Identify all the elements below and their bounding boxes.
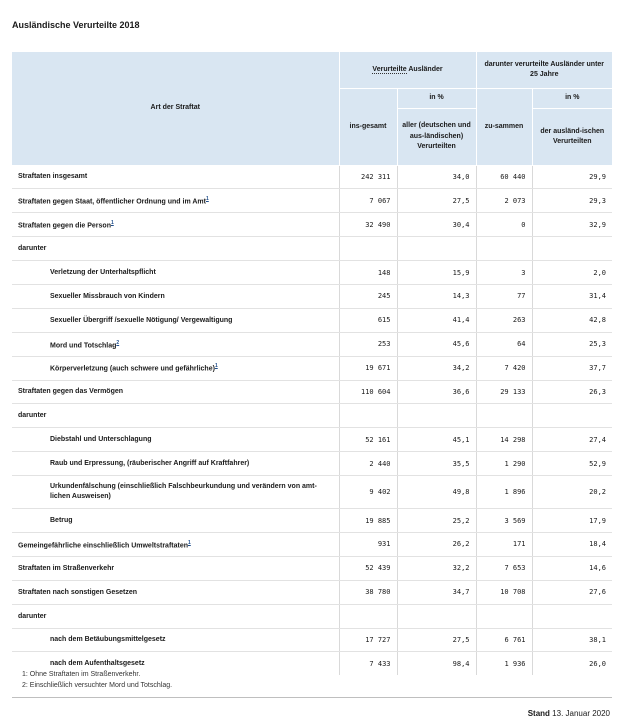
cell-v4: 29,9: [532, 165, 612, 189]
row-label: [12, 628, 339, 652]
row-label-text: Straftaten im Straßenverkehr: [18, 564, 115, 572]
row-label-text: Straftaten nach sonstigen Gesetzen: [18, 588, 138, 596]
row-label: [12, 284, 339, 308]
row-label: [12, 452, 339, 476]
cell-v2: 49,8: [397, 476, 476, 509]
row-label-text: Diebstahl und Unterschlagung: [50, 436, 152, 444]
cell-v3: 171: [476, 532, 532, 556]
cell-v4: 27,6: [532, 580, 612, 604]
cell-v4: 18,4: [532, 532, 612, 556]
footnote-ref-link[interactable]: 1: [214, 363, 218, 370]
row-label: [12, 380, 339, 404]
cell-v4: [532, 404, 612, 428]
stand-info: [528, 709, 610, 718]
footnote-ref-link[interactable]: 2: [116, 339, 120, 346]
row-label: [12, 332, 339, 356]
col-header-in-prozent-2: in %: [532, 89, 612, 109]
row-label: [12, 356, 339, 380]
cell-v1: 7 067: [339, 189, 397, 213]
cell-v2: 45,1: [397, 428, 476, 452]
cell-v3: 0: [476, 213, 532, 237]
table-row: [12, 308, 612, 332]
cell-v2: 36,6: [397, 380, 476, 404]
cell-v1: 32 490: [339, 213, 397, 237]
row-label-text: Sexueller Übergriff /sexuelle Nötigung/ Vergewaltigung: [50, 316, 233, 324]
cell-v1: 253: [339, 332, 397, 356]
cell-v2: 32,2: [397, 556, 476, 580]
table-row: [12, 556, 612, 580]
row-label: [12, 213, 339, 237]
row-label-text: Straftaten gegen Staat, öffentlicher Ordnung und im Amt: [18, 198, 206, 206]
row-label-text: darunter: [18, 612, 47, 620]
verurteilte-link[interactable]: Verurteilte: [372, 65, 407, 73]
cell-v1: 19 885: [339, 509, 397, 533]
cell-v1: 931: [339, 532, 397, 556]
cell-v3: 3: [476, 261, 532, 285]
cell-v2: [397, 237, 476, 261]
table-row: [12, 356, 612, 380]
row-label-text: Sexueller Missbrauch von Kindern: [50, 292, 165, 300]
stand-label: Stand: [527, 709, 550, 718]
row-label-text: darunter: [18, 245, 47, 253]
table-row: [12, 452, 612, 476]
cell-v1: 242 311: [339, 165, 397, 189]
cell-v2: 41,4: [397, 308, 476, 332]
cell-v3: 64: [476, 332, 532, 356]
table-row: [12, 165, 612, 189]
col-header-art: Art der Straftat: [12, 52, 339, 165]
cell-v1: 2 440: [339, 452, 397, 476]
data-table: [12, 52, 612, 675]
row-label: [12, 509, 339, 533]
cell-v1: 245: [339, 284, 397, 308]
row-label: [12, 404, 339, 428]
footnote-ref-link[interactable]: 1: [205, 196, 209, 203]
row-label-text: Gemeingefährliche einschließlich Umweltstraftaten: [18, 542, 188, 550]
col-header-aller: aller (deutschen und aus-ländischen) Verurteilten: [397, 109, 476, 166]
cell-v1: 52 161: [339, 428, 397, 452]
row-label: [12, 556, 339, 580]
table-row: [12, 380, 612, 404]
footnote-1: 1: Ohne Straftaten im Straßenverkehr.: [22, 671, 141, 678]
table-row: [12, 189, 612, 213]
cell-v3: 7 653: [476, 556, 532, 580]
row-label-text: Körperverletzung (auch schwere und gefährliche): [50, 365, 215, 373]
cell-v3: 263: [476, 308, 532, 332]
cell-v2: [397, 604, 476, 628]
cell-v3: 14 298: [476, 428, 532, 452]
cell-v3: 1 936: [476, 652, 532, 675]
row-label: [12, 165, 339, 189]
cell-v2: 27,5: [397, 189, 476, 213]
row-label-text: Straftaten insgesamt: [18, 173, 88, 181]
footnote-2: 2: Einschließlich versuchter Mord und Totschlag.: [22, 681, 173, 689]
row-label-text: Verletzung der Unterhaltspflicht: [50, 269, 156, 276]
cell-v1: 17 727: [339, 628, 397, 652]
table-row: [12, 532, 612, 556]
cell-v1: [339, 237, 397, 261]
cell-v4: 52,9: [532, 452, 612, 476]
cell-v4: 27,4: [532, 428, 612, 452]
cell-v3: [476, 237, 532, 261]
cell-v4: 14,6: [532, 556, 612, 580]
cell-v3: 10 708: [476, 580, 532, 604]
cell-v1: 148: [339, 261, 397, 285]
table-row: [12, 428, 612, 452]
row-label-text: Straftaten gegen das Vermögen: [18, 388, 124, 396]
cell-v1: 110 604: [339, 380, 397, 404]
table-row: [12, 284, 612, 308]
footnote-ref-link[interactable]: 1: [188, 539, 191, 546]
row-label-text: Raub und Erpressung, (räuberischer Angriff auf Kraftfahrer): [50, 460, 250, 468]
footnotes: [22, 670, 172, 692]
table-row: [12, 332, 612, 356]
row-label: [12, 308, 339, 332]
cell-v3: 1 290: [476, 452, 532, 476]
row-label-text: Betrug: [50, 517, 73, 525]
cell-v3: 3 569: [476, 509, 532, 533]
row-label: [12, 428, 339, 452]
cell-v2: 26,2: [397, 532, 476, 556]
cell-v4: 32,9: [532, 213, 612, 237]
cell-v1: 38 780: [339, 580, 397, 604]
cell-v1: [339, 404, 397, 428]
cell-v4: [532, 604, 612, 628]
row-label-text: Mord und Totschlag: [50, 341, 117, 349]
cell-v3: 29 133: [476, 380, 532, 404]
row-label: [12, 604, 339, 628]
cell-v1: 52 439: [339, 556, 397, 580]
cell-v1: 19 671: [339, 356, 397, 380]
cell-v3: 77: [476, 284, 532, 308]
row-label: [12, 580, 339, 604]
row-label-text: Straftaten gegen die Person: [18, 222, 111, 230]
cell-v3: 6 761: [476, 628, 532, 652]
row-label: [12, 476, 339, 509]
col-header-der: der ausländ-ischen Verurteilten: [532, 109, 612, 166]
cell-v3: 2 073: [476, 189, 532, 213]
cell-v2: 25,2: [397, 509, 476, 533]
cell-v3: [476, 604, 532, 628]
cell-v4: 37,7: [532, 356, 612, 380]
cell-v2: 27,5: [397, 628, 476, 652]
cell-v2: 34,7: [397, 580, 476, 604]
table-row: [12, 213, 612, 237]
cell-v1: 7 433: [339, 652, 397, 675]
cell-v2: 45,6: [397, 332, 476, 356]
table-row: [12, 237, 612, 261]
cell-v2: 15,9: [397, 261, 476, 285]
table-row: [12, 509, 612, 533]
cell-v4: 38,1: [532, 628, 612, 652]
cell-v2: 34,0: [397, 165, 476, 189]
cell-v1: [339, 604, 397, 628]
cell-v1: 615: [339, 308, 397, 332]
cell-v2: 30,4: [397, 213, 476, 237]
cell-v4: 20,2: [532, 476, 612, 509]
row-label: [12, 237, 339, 261]
footnote-ref-link[interactable]: 1: [110, 220, 114, 227]
row-label: [12, 189, 339, 213]
table-row: [12, 404, 612, 428]
col-header-zusammen: zu-sammen: [476, 89, 532, 166]
cell-v3: 7 420: [476, 356, 532, 380]
cell-v4: 29,3: [532, 189, 612, 213]
stand-date: 13. Januar 2020: [552, 709, 610, 718]
cell-v4: 26,3: [532, 380, 612, 404]
cell-v2: [397, 404, 476, 428]
row-label: [12, 261, 339, 285]
col-header-in-prozent: in %: [397, 89, 476, 109]
cell-v4: 17,9: [532, 509, 612, 533]
cell-v3: [476, 404, 532, 428]
cell-v2: 35,5: [397, 452, 476, 476]
row-label-text: darunter: [18, 412, 47, 420]
cell-v4: [532, 237, 612, 261]
row-label: [12, 532, 339, 556]
row-label-text: nach dem Betäubungsmittelgesetz: [50, 636, 166, 644]
row-label-text: Urkundenfälschung (einschließlich Falschbeurkundung und verändern von amt-lichen Ausweisen): [50, 482, 317, 501]
col-group-unter-25: darunter verurteilte Ausländer unter 25 Jahre: [476, 52, 612, 89]
cell-v4: 25,3: [532, 332, 612, 356]
table-row: [12, 476, 612, 509]
page-title: Ausländische Verurteilte 2018: [12, 20, 140, 30]
cell-v3: 60 440: [476, 165, 532, 189]
row-label-text: nach dem Aufenthaltsgesetz: [50, 660, 145, 668]
cell-v4: 42,8: [532, 308, 612, 332]
table-row: [12, 604, 612, 628]
cell-v2: 98,4: [397, 652, 476, 675]
cell-v1: 9 402: [339, 476, 397, 509]
table-row: [12, 261, 612, 285]
cell-v4: 26,0: [532, 652, 612, 675]
col-group-verurteilte: [339, 52, 476, 89]
table-row: [12, 628, 612, 652]
cell-v2: 14,3: [397, 284, 476, 308]
col-group-suffix: Ausländer: [406, 65, 443, 73]
cell-v4: 2,0: [532, 261, 612, 285]
col-header-insgesamt: ins-gesamt: [339, 89, 397, 166]
cell-v3: 1 896: [476, 476, 532, 509]
table-row: [12, 580, 612, 604]
cell-v2: 34,2: [397, 356, 476, 380]
cell-v4: 31,4: [532, 284, 612, 308]
divider: [12, 697, 612, 698]
